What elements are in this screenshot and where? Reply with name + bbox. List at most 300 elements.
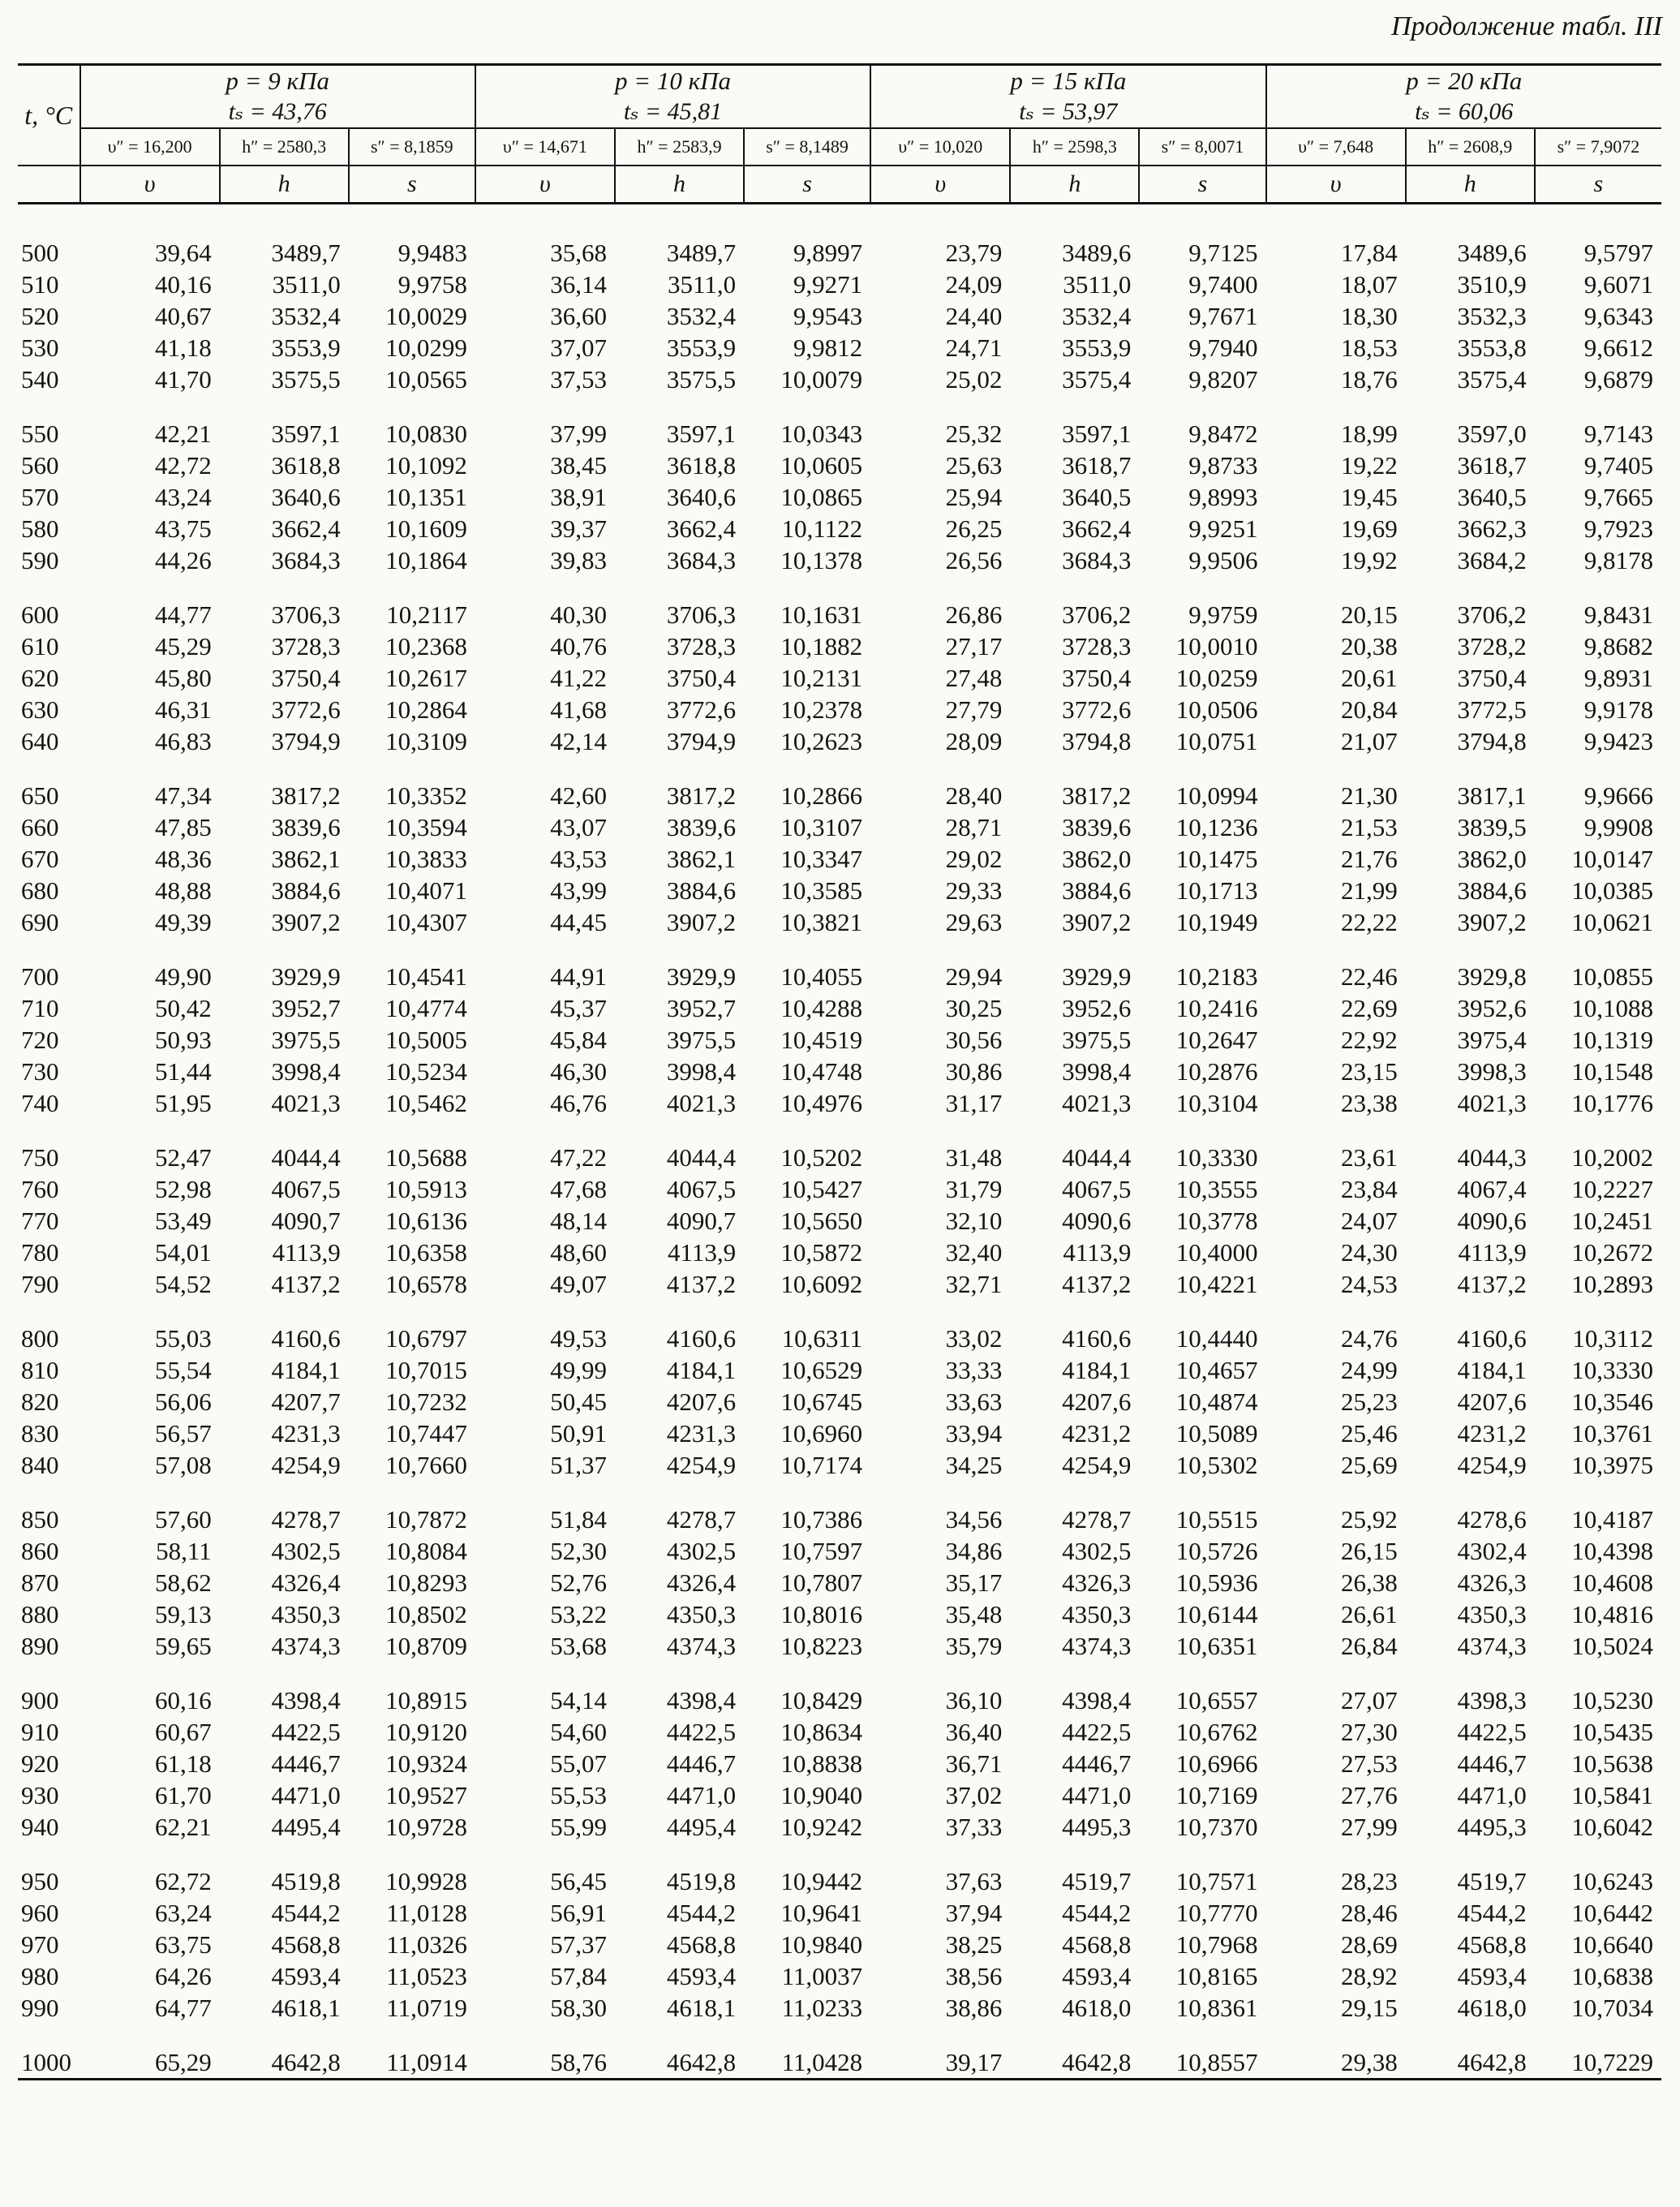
enthalpy-cell: 3684,3 [1062, 546, 1132, 574]
entropy-cell: 10,4288 [780, 994, 863, 1022]
enthalpy-cell: 4495,4 [666, 1813, 737, 1841]
enthalpy-cell: 3684,3 [271, 546, 341, 574]
entropy-cell: 9,6343 [1583, 302, 1653, 330]
entropy-cell: 10,8634 [780, 1718, 863, 1746]
enthalpy-cell: 4568,8 [1062, 1930, 1132, 1959]
volume-cell: 29,63 [945, 908, 1003, 936]
entropy-cell: 10,2117 [386, 600, 467, 629]
enthalpy-cell: 4067,4 [1457, 1175, 1527, 1203]
volume-cell: 24,71 [945, 333, 1003, 362]
volume-cell: 45,29 [154, 632, 212, 660]
enthalpy-cell: 4160,6 [666, 1324, 737, 1353]
temperature-cell: 920 [21, 1749, 59, 1778]
entropy-cell: 9,7665 [1583, 483, 1653, 511]
entropy-cell: 10,8429 [780, 1686, 863, 1714]
entropy-cell: 10,1864 [385, 546, 467, 574]
volume-cell: 52,30 [550, 1537, 607, 1565]
enthalpy-cell: 3884,6 [1062, 876, 1132, 905]
volume-cell: 61,18 [154, 1749, 212, 1778]
entropy-cell: 10,3821 [780, 908, 863, 936]
entropy-cell: 10,6640 [1571, 1930, 1653, 1959]
entropy-cell: 10,6136 [385, 1207, 467, 1235]
volume-cell: 58,62 [154, 1568, 212, 1597]
volume-cell: 56,57 [154, 1419, 212, 1448]
entropy-cell: 10,1351 [385, 483, 467, 511]
volume-cell: 20,15 [1340, 600, 1398, 629]
enthalpy-cell: 3511,0 [1063, 270, 1132, 299]
volume-cell: 25,69 [1340, 1451, 1398, 1479]
enthalpy-cell: 4231,3 [271, 1419, 341, 1448]
entropy-cell: 10,3109 [385, 727, 467, 755]
volume-cell: 35,48 [945, 1600, 1003, 1628]
saturated-entropy: s″ = 7,9072 [1535, 128, 1661, 166]
entropy-cell: 10,9242 [780, 1813, 863, 1841]
entropy-cell: 10,4541 [385, 962, 467, 991]
volume-cell: 55,54 [154, 1356, 212, 1384]
volume-cell: 53,49 [154, 1207, 212, 1235]
enthalpy-cell: 3575,4 [1062, 365, 1132, 394]
enthalpy-cell: 4113,9 [272, 1238, 341, 1267]
volume-cell: 42,60 [550, 781, 607, 810]
enthalpy-cell: 4160,6 [1457, 1324, 1527, 1353]
pressure-label: p = 15 кПа [1010, 67, 1127, 95]
volume-cell: 23,15 [1340, 1057, 1398, 1086]
enthalpy-cell: 3772,5 [1457, 695, 1527, 724]
enthalpy-cell: 4044,4 [1062, 1143, 1132, 1172]
enthalpy-cell: 4231,2 [1062, 1419, 1132, 1448]
temperature-cell: 750 [21, 1143, 59, 1172]
volume-cell: 35,79 [945, 1632, 1003, 1660]
temperature-cell: 880 [21, 1600, 59, 1628]
enthalpy-cell: 3998,4 [666, 1057, 737, 1086]
temperature-cell: 530 [21, 333, 59, 362]
table-row [18, 1354, 1661, 1386]
enthalpy-cell: 3952,6 [1062, 994, 1132, 1022]
enthalpy-cell: 4021,3 [666, 1089, 737, 1117]
enthalpy-cell: 3640,6 [271, 483, 341, 511]
pressure-header-9kpa [80, 65, 475, 129]
entropy-cell: 10,2672 [1571, 1238, 1653, 1267]
table-row [18, 1630, 1661, 1662]
entropy-cell: 10,0855 [1571, 962, 1653, 991]
enthalpy-cell: 4254,9 [271, 1451, 341, 1479]
enthalpy-cell: 4207,6 [666, 1387, 737, 1416]
entropy-cell: 10,0994 [1175, 781, 1258, 810]
saturated-enthalpy: h″ = 2598,3 [1010, 128, 1139, 166]
enthalpy-cell: 3952,6 [1457, 994, 1527, 1022]
volume-cell: 49,53 [550, 1324, 607, 1353]
enthalpy-cell: 3662,4 [666, 514, 737, 543]
entropy-cell: 10,1609 [385, 514, 467, 543]
enthalpy-cell: 4471,0 [1457, 1781, 1527, 1809]
volume-cell: 30,86 [945, 1057, 1003, 1086]
volume-cell: 25,23 [1340, 1387, 1398, 1416]
enthalpy-cell: 3706,3 [666, 600, 737, 629]
enthalpy-cell: 4090,7 [666, 1207, 737, 1235]
temperature-cell: 630 [21, 695, 59, 724]
volume-cell: 19,22 [1340, 451, 1398, 480]
enthalpy-cell: 4471,0 [271, 1781, 341, 1809]
volume-cell: 32,10 [945, 1207, 1003, 1235]
enthalpy-cell: 3839,6 [271, 813, 341, 841]
table-caption: Продолжение табл. III [1390, 11, 1662, 41]
table-row [18, 1662, 1661, 1716]
volume-cell: 62,72 [154, 1867, 212, 1895]
volume-cell: 23,38 [1340, 1089, 1398, 1117]
volume-cell: 37,53 [550, 365, 607, 394]
entropy-cell: 10,3352 [385, 781, 467, 810]
volume-cell: 23,61 [1340, 1143, 1398, 1172]
enthalpy-cell: 3839,6 [666, 813, 737, 841]
table-row [18, 630, 1661, 662]
volume-cell: 29,15 [1340, 1994, 1398, 2022]
enthalpy-cell: 4350,3 [666, 1600, 737, 1628]
enthalpy-cell: 3998,3 [1457, 1057, 1527, 1086]
entropy-cell: 10,7169 [1175, 1781, 1258, 1809]
volume-cell: 28,71 [945, 813, 1003, 841]
temperature-cell: 820 [21, 1387, 59, 1416]
temperature-cell: 580 [21, 514, 59, 543]
entropy-cell: 10,7447 [385, 1419, 467, 1448]
table-row [18, 1535, 1661, 1567]
enthalpy-cell: 4137,2 [666, 1270, 737, 1298]
enthalpy-cell: 4544,2 [1062, 1899, 1132, 1927]
entropy-cell: 9,8682 [1583, 632, 1653, 660]
temperature-cell: 500 [21, 239, 59, 267]
enthalpy-cell: 3489,6 [1457, 239, 1527, 267]
volume-cell: 20,61 [1340, 664, 1398, 692]
enthalpy-cell: 3884,6 [1457, 876, 1527, 905]
volume-cell: 28,46 [1340, 1899, 1398, 1927]
enthalpy-cell: 4495,3 [1457, 1813, 1527, 1841]
volume-cell: 63,24 [154, 1899, 212, 1927]
enthalpy-cell: 4044,4 [271, 1143, 341, 1172]
enthalpy-cell: 3907,2 [666, 908, 737, 936]
volume-cell: 56,06 [154, 1387, 212, 1416]
volume-cell: 30,25 [945, 994, 1003, 1022]
enthalpy-cell: 3884,6 [271, 876, 341, 905]
entropy-cell: 10,5650 [780, 1207, 863, 1235]
temperature-cell: 940 [21, 1813, 59, 1841]
temperature-cell: 640 [21, 727, 59, 755]
entropy-cell: 10,6529 [780, 1356, 863, 1384]
enthalpy-cell: 3706,2 [1457, 600, 1527, 629]
enthalpy-cell: 4593,4 [271, 1962, 341, 1990]
temperature-cell: 910 [21, 1718, 59, 1746]
entropy-cell: 10,7660 [385, 1451, 467, 1479]
enthalpy-cell: 3817,2 [1062, 781, 1132, 810]
volume-cell: 60,67 [154, 1718, 212, 1746]
table-row [18, 1237, 1661, 1268]
volume-cell: 38,56 [945, 1962, 1003, 1990]
enthalpy-cell: 4184,1 [666, 1356, 737, 1384]
saturation-temperature: tₛ = 53,97 [1019, 98, 1118, 125]
saturated-volume: υ″ = 10,020 [870, 128, 1010, 166]
volume-cell: 28,92 [1340, 1962, 1398, 1990]
entropy-cell: 10,6838 [1571, 1962, 1653, 1990]
entropy-cell: 10,6442 [1571, 1899, 1653, 1927]
volume-cell: 59,13 [154, 1600, 212, 1628]
volume-cell: 29,94 [945, 962, 1003, 991]
volume-cell: 26,15 [1340, 1537, 1398, 1565]
temperature-cell: 570 [21, 483, 59, 511]
table-row [18, 1811, 1661, 1843]
entropy-cell: 10,7015 [385, 1356, 467, 1384]
entropy-cell: 9,6071 [1583, 270, 1653, 299]
entropy-cell: 10,1631 [780, 600, 863, 629]
volume-cell: 51,44 [154, 1057, 212, 1086]
volume-cell: 51,37 [550, 1451, 607, 1479]
volume-cell: 37,94 [945, 1899, 1003, 1927]
temperature-cell: 620 [21, 664, 59, 692]
table-row [18, 204, 1661, 269]
entropy-cell: 10,9840 [780, 1930, 863, 1959]
volume-cell: 57,84 [550, 1962, 607, 1990]
volume-cell: 43,75 [154, 514, 212, 543]
volume-cell: 24,40 [945, 302, 1003, 330]
enthalpy-cell: 3640,5 [1062, 483, 1132, 511]
enthalpy-cell: 4231,3 [666, 1419, 737, 1448]
entropy-cell: 10,9040 [780, 1781, 863, 1809]
entropy-cell: 10,5872 [780, 1238, 863, 1267]
entropy-cell: 10,0506 [1175, 695, 1258, 724]
enthalpy-cell: 3618,8 [271, 451, 341, 480]
volume-cell: 24,09 [945, 270, 1003, 299]
volume-cell: 55,99 [550, 1813, 607, 1841]
entropy-cell: 10,2378 [780, 695, 863, 724]
volume-cell: 21,76 [1340, 845, 1398, 873]
enthalpy-cell: 3929,9 [666, 962, 737, 991]
entropy-cell: 10,4440 [1175, 1324, 1258, 1353]
enthalpy-cell: 3862,0 [1457, 845, 1527, 873]
enthalpy-cell: 3952,7 [271, 994, 341, 1022]
volume-cell: 49,39 [154, 908, 212, 936]
temperature-cell: 590 [21, 546, 59, 574]
enthalpy-cell: 3817,2 [666, 781, 737, 810]
volume-cell: 55,03 [154, 1324, 212, 1353]
volume-cell: 41,68 [550, 695, 607, 724]
volume-cell: 26,25 [945, 514, 1003, 543]
enthalpy-cell: 3794,9 [271, 727, 341, 755]
enthalpy-cell: 3998,4 [1062, 1057, 1132, 1086]
temperature-cell: 970 [21, 1930, 59, 1959]
entropy-cell: 10,6144 [1175, 1600, 1258, 1628]
volume-cell: 18,76 [1340, 365, 1398, 394]
entropy-cell: 10,6797 [385, 1324, 467, 1353]
volume-cell: 30,56 [945, 1026, 1003, 1054]
enthalpy-cell: 3597,1 [666, 419, 737, 448]
entropy-cell: 9,8931 [1583, 664, 1653, 692]
entropy-cell: 9,9423 [1583, 727, 1653, 755]
entropy-cell: 9,8997 [793, 239, 863, 267]
volume-cell: 23,84 [1340, 1175, 1398, 1203]
column-symbol-s: s [1535, 166, 1661, 204]
enthalpy-cell: 3662,3 [1457, 514, 1527, 543]
volume-cell: 22,46 [1340, 962, 1398, 991]
volume-cell: 31,48 [945, 1143, 1003, 1172]
volume-cell: 24,99 [1340, 1356, 1398, 1384]
entropy-cell: 10,1713 [1175, 876, 1258, 905]
volume-cell: 43,99 [550, 876, 607, 905]
enthalpy-cell: 3532,3 [1457, 302, 1527, 330]
enthalpy-cell: 4254,9 [1062, 1451, 1132, 1479]
table-row [18, 1300, 1661, 1354]
volume-cell: 43,53 [550, 845, 607, 873]
temperature-cell: 850 [21, 1505, 59, 1534]
volume-cell: 18,53 [1340, 333, 1398, 362]
entropy-cell: 9,7125 [1188, 239, 1258, 267]
entropy-cell: 10,3585 [780, 876, 863, 905]
enthalpy-cell: 3884,6 [666, 876, 737, 905]
column-symbol-s: s [349, 166, 475, 204]
entropy-cell: 9,7143 [1583, 419, 1653, 448]
table-row [18, 1056, 1661, 1087]
enthalpy-cell: 3640,6 [666, 483, 737, 511]
temperature-cell: 770 [21, 1207, 59, 1235]
entropy-cell: 10,5089 [1175, 1419, 1258, 1448]
volume-cell: 27,07 [1340, 1686, 1398, 1714]
volume-cell: 41,22 [550, 664, 607, 692]
table-row [18, 757, 1661, 811]
entropy-cell: 10,6092 [780, 1270, 863, 1298]
entropy-cell: 10,8084 [385, 1537, 467, 1565]
entropy-cell: 10,8361 [1175, 1994, 1258, 2022]
entropy-cell: 10,4221 [1175, 1270, 1258, 1298]
volume-cell: 54,60 [550, 1718, 607, 1746]
enthalpy-cell: 4642,8 [1010, 2024, 1139, 2080]
enthalpy-cell: 4184,1 [271, 1356, 341, 1384]
volume-cell: 33,94 [945, 1419, 1003, 1448]
temperature-cell: 860 [21, 1537, 59, 1565]
entropy-cell: 10,3112 [1572, 1324, 1653, 1353]
volume-cell: 58,11 [156, 1537, 212, 1565]
temperature-cell: 870 [21, 1568, 59, 1597]
table-row [18, 694, 1661, 725]
volume-cell: 18,07 [1340, 270, 1398, 299]
enthalpy-cell: 4326,4 [666, 1568, 737, 1597]
enthalpy-cell: 4207,6 [1062, 1387, 1132, 1416]
enthalpy-cell: 3553,9 [666, 333, 737, 362]
volume-cell: 28,09 [945, 727, 1003, 755]
table-row [18, 1449, 1661, 1481]
saturated-volume: υ″ = 16,200 [80, 128, 220, 166]
entropy-cell: 10,0147 [1571, 845, 1653, 873]
entropy-cell: 9,7405 [1583, 451, 1653, 480]
volume-cell: 19,69 [1340, 514, 1398, 543]
volume-cell: 28,69 [1340, 1930, 1398, 1959]
volume-cell: 21,30 [1340, 781, 1398, 810]
temperature-cell: 830 [21, 1419, 59, 1448]
table-row [18, 450, 1661, 481]
enthalpy-cell: 4642,8 [220, 2024, 349, 2080]
volume-cell: 49,07 [550, 1270, 607, 1298]
pressure-header-10kpa [475, 65, 870, 129]
entropy-cell: 9,6879 [1583, 365, 1653, 394]
entropy-cell: 9,8178 [1583, 546, 1653, 574]
entropy-cell: 10,5302 [1175, 1451, 1258, 1479]
entropy-cell: 10,7034 [1571, 1994, 1653, 2022]
entropy-cell: 10,5202 [780, 1143, 863, 1172]
table-body [18, 204, 1661, 2080]
volume-cell: 62,21 [154, 1813, 212, 1841]
enthalpy-cell: 4374,3 [1457, 1632, 1527, 1660]
enthalpy-cell: 4254,9 [1457, 1451, 1527, 1479]
entropy-cell: 10,4055 [780, 962, 863, 991]
enthalpy-cell: 3862,0 [1062, 845, 1132, 873]
entropy-cell: 11,0914 [349, 2024, 475, 2080]
enthalpy-cell: 3794,8 [1062, 727, 1132, 755]
volume-cell: 36,71 [945, 1749, 1003, 1778]
volume-cell: 64,77 [154, 1994, 212, 2022]
volume-cell: 50,91 [550, 1419, 607, 1448]
temperature-cell: 700 [21, 962, 59, 991]
enthalpy-cell: 4326,4 [271, 1568, 341, 1597]
enthalpy-cell: 3862,1 [271, 845, 341, 873]
entropy-cell: 10,6745 [780, 1387, 863, 1416]
entropy-cell: 10,6762 [1175, 1718, 1258, 1746]
volume-cell: 32,40 [945, 1238, 1003, 1267]
pressure-label: p = 10 кПа [614, 67, 732, 95]
enthalpy-cell: 3597,0 [1457, 419, 1527, 448]
enthalpy-cell: 4350,3 [1457, 1600, 1527, 1628]
enthalpy-cell: 4568,8 [666, 1930, 737, 1959]
enthalpy-cell: 4374,3 [666, 1632, 737, 1660]
volume-cell: 65,29 [80, 2024, 220, 2080]
saturation-temperature: tₛ = 60,06 [1415, 98, 1514, 125]
enthalpy-cell: 4568,8 [271, 1930, 341, 1959]
enthalpy-cell: 4302,5 [1062, 1537, 1132, 1565]
volume-cell: 55,07 [550, 1749, 607, 1778]
enthalpy-cell: 3975,5 [666, 1026, 737, 1054]
table-row [18, 1716, 1661, 1748]
enthalpy-cell: 4067,5 [666, 1175, 737, 1203]
enthalpy-cell: 3750,4 [1457, 664, 1527, 692]
temperature-cell: 980 [21, 1962, 59, 1990]
volume-cell: 38,91 [550, 483, 607, 511]
entropy-cell: 9,8733 [1188, 451, 1258, 480]
enthalpy-cell: 4184,1 [1457, 1356, 1527, 1384]
volume-cell: 36,40 [945, 1718, 1003, 1746]
entropy-cell: 10,9641 [780, 1899, 863, 1927]
enthalpy-cell: 4160,6 [1062, 1324, 1132, 1353]
volume-cell: 37,63 [945, 1867, 1003, 1895]
enthalpy-cell: 4113,9 [667, 1238, 737, 1267]
entropy-cell: 9,8472 [1188, 419, 1258, 448]
volume-cell: 29,38 [1266, 2024, 1406, 2080]
entropy-cell: 10,0029 [385, 302, 467, 330]
volume-cell: 27,79 [945, 695, 1003, 724]
volume-cell: 37,99 [550, 419, 607, 448]
enthalpy-cell: 3553,9 [1062, 333, 1132, 362]
volume-cell: 44,26 [154, 546, 212, 574]
volume-cell: 54,14 [550, 1686, 607, 1714]
table-row [18, 843, 1661, 875]
enthalpy-cell: 4137,2 [1457, 1270, 1527, 1298]
entropy-cell: 10,8915 [385, 1686, 467, 1714]
volume-cell: 19,92 [1340, 546, 1398, 574]
entropy-cell: 10,0010 [1175, 632, 1258, 660]
volume-cell: 26,61 [1340, 1600, 1398, 1628]
enthalpy-cell: 4374,3 [1062, 1632, 1132, 1660]
volume-cell: 43,07 [550, 813, 607, 841]
table-row [18, 1897, 1661, 1929]
enthalpy-cell: 3975,5 [1062, 1026, 1132, 1054]
volume-cell: 28,23 [1340, 1867, 1398, 1895]
table-row [18, 1567, 1661, 1598]
enthalpy-cell: 4207,7 [271, 1387, 341, 1416]
temperature-cell: 900 [21, 1686, 59, 1714]
volume-cell: 38,25 [945, 1930, 1003, 1959]
